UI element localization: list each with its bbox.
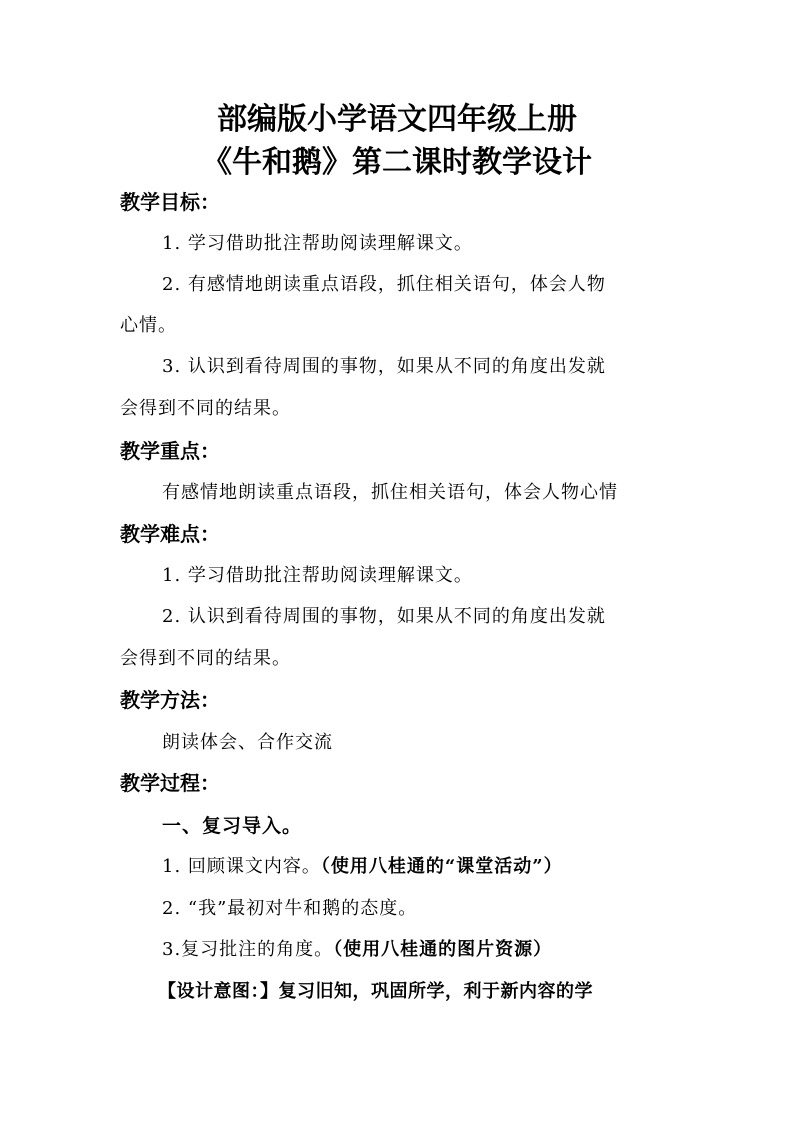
process-step-1-item-3: [162, 936, 552, 964]
design-intent-label: 【设计意图：】: [158, 981, 279, 1002]
methods-heading: 教学方法：: [120, 688, 220, 712]
objectives-item-2-line-1: 2. 有感情地朗读重点语段，抓住相关语句，体会人物: [162, 274, 606, 295]
process-step-1-item-1: [162, 853, 563, 881]
difficulties-item-1: 1. 学习借助批注帮助阅读理解课文。: [162, 565, 473, 586]
objectives-item-1: 1. 学习借助批注帮助阅读理解课文。: [162, 233, 473, 254]
process-heading: 教学过程：: [120, 771, 220, 795]
difficulties-heading: 教学难点：: [120, 522, 220, 546]
objectives-item-3-line-1: 3. 认识到看待周围的事物，如果从不同的角度出发就: [162, 356, 606, 377]
difficulties-item-2-line-1: 2. 认识到看待周围的事物，如果从不同的角度出发就: [162, 606, 606, 627]
difficulties-item-2-line-2: 会得到不同的结果。: [120, 648, 291, 669]
objectives-item-2-line-2: 心情。: [120, 315, 177, 336]
key-points-text: 有感情地朗读重点语段，抓住相关语句，体会人物心情: [162, 482, 618, 503]
document-title-line2: 《牛和鹅》第二课时教学设计: [202, 145, 592, 180]
process-step-1-item-1-text: 1. 回顾课文内容。: [162, 856, 321, 877]
process-step-1-item-1-note: （使用八桂通的“课堂活动”）: [320, 856, 563, 877]
design-intent-text: 复习旧知，巩固所学，利于新内容的学: [278, 981, 593, 1002]
design-intent: [158, 978, 593, 1006]
objectives-heading: 教学目标：: [120, 190, 220, 214]
objectives-item-3-line-2: 会得到不同的结果。: [120, 398, 291, 419]
key-points-heading: 教学重点：: [120, 439, 220, 463]
methods-text: 朗读体会、合作交流: [162, 732, 333, 753]
document-title-line1: 部编版小学语文四年级上册: [217, 102, 577, 137]
process-step-1-item-2: 2. “我”最初对牛和鹅的态度。: [162, 898, 418, 919]
process-step-1-item-3-note: （使用八桂通的图片资源）: [333, 939, 553, 960]
process-step-1-title: 一、复习导入。: [162, 815, 303, 837]
process-step-1-item-3-text: 3.复习批注的角度。: [162, 939, 334, 960]
